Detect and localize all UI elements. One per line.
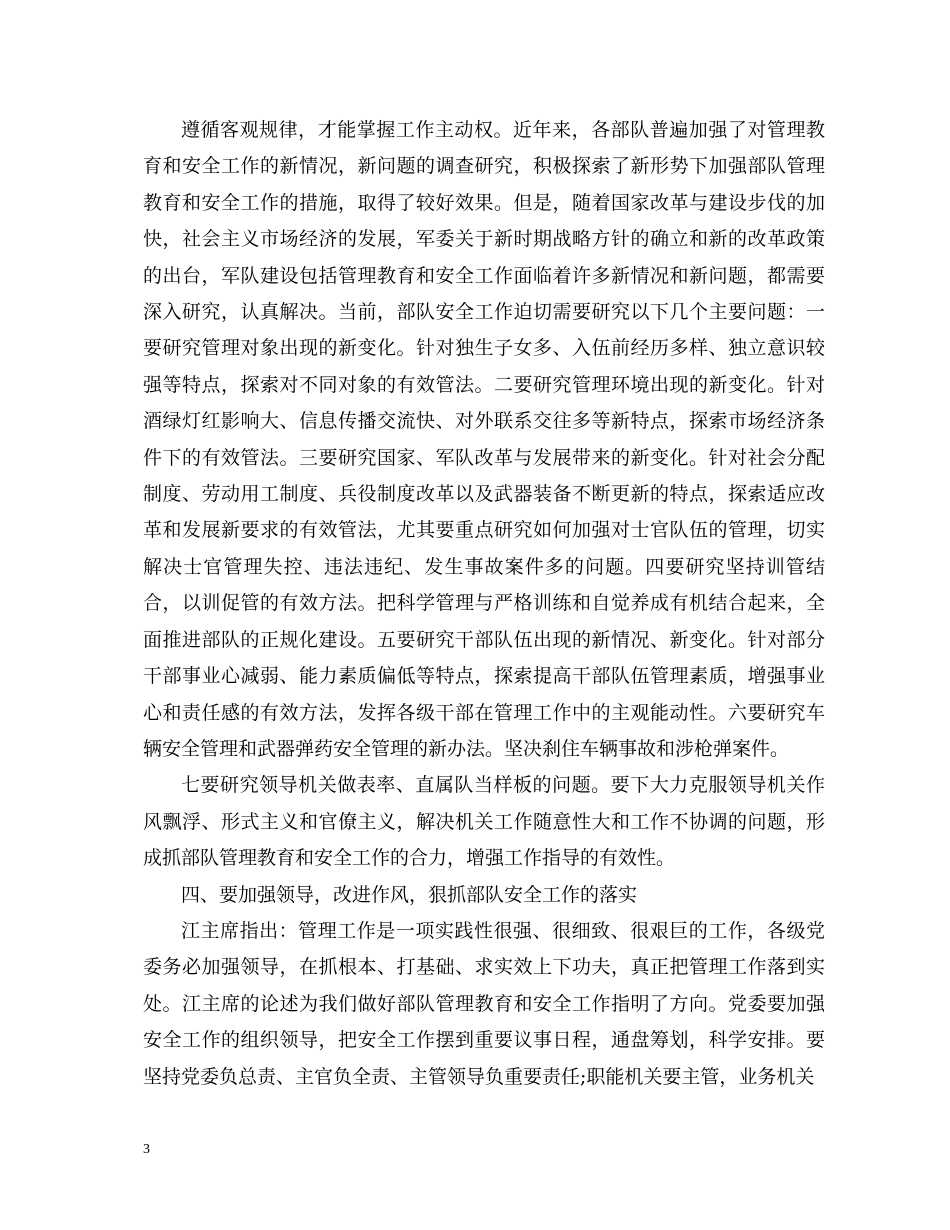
paragraph-2: 七要研究领导机关做表率、直属队当样板的问题。要下大力克服领导机关作风飘浮、形式主义和官僚主义，解决机关工作随意性大和工作不协调的问题，形成抓部队管理教育和安全工作的合力，增强工作指导的有效性。	[143, 774, 825, 870]
paragraph-3: 江主席指出：管理工作是一项实践性很强、很细致、很艰巨的工作，各级党委务必加强领导，在抓根本、打基础、求实效上下功夫，真正把管理工作落到实处。江主席的论述为我们做好部队管理教育和安全工作指明了方向。党委要加强安全工作的组织领导，把安全工作摆到重要议事日程，通盘筹划，科学安排。要坚持党委负总责、主官负全责、主管领导负重要责任;职能机关要主管，业务机关	[143, 919, 825, 1088]
page-number: 3	[143, 1142, 150, 1157]
section-heading: 四、要加强领导，改进作风，狠抓部队安全工作的落实	[181, 883, 638, 906]
body-text	[143, 112, 825, 1095]
paragraph-1: 遵循客观规律，才能掌握工作主动权。近年来，各部队普遍加强了对管理教育和安全工作的新情况，新问题的调查研究，积极探索了新形势下加强部队管理教育和安全工作的措施，取得了较好效果。但是，随着国家改革与建设步伐的加快，社会主义市场经济的发展，军委关于新时期战略方针的确立和新的改革政策的出台，军队建设包括管理教育和安全工作面临着许多新情况和新问题，都需要深入研究，认真解决。当前，部队安全工作迫切需要研究以下几个主要问题：一要研究管理对象出现的新变化。针对独生子女多、入伍前经历多样、独立意识较强等特点，探索对不同对象的有效管法。二要研究管理环境出现的新变化。针对酒绿灯红影响大、信息传播交流快、对外联系交往多等新特点，探索市场经济条件下的有效管法。三要研究国家、军队改革与发展带来的新变化。针对社会分配制度、劳动用工制度、兵役制度改革以及武器装备不断更新的特点，探索适应改革和发展新要求的有效管法，尤其要重点研究如何加强对士官队伍的管理，切实解决士官管理失控、违法违纪、发生事故案件多的问题。四要研究坚持训管结合，以训促管的有效方法。把科学管理与严格训练和自觉养成有机结合起来，全面推进部队的正规化建设。五要研究干部队伍出现的新情况、新变化。针对部分干部事业心减弱、能力素质偏低等特点，探索提高干部队伍管理素质，增强事业心和责任感的有效方法，发挥各级干部在管理工作中的主观能动性。六要研究车辆安全管理和武器弹药安全管理的新办法。坚决刹住车辆事故和涉枪弹案件。	[143, 119, 825, 760]
